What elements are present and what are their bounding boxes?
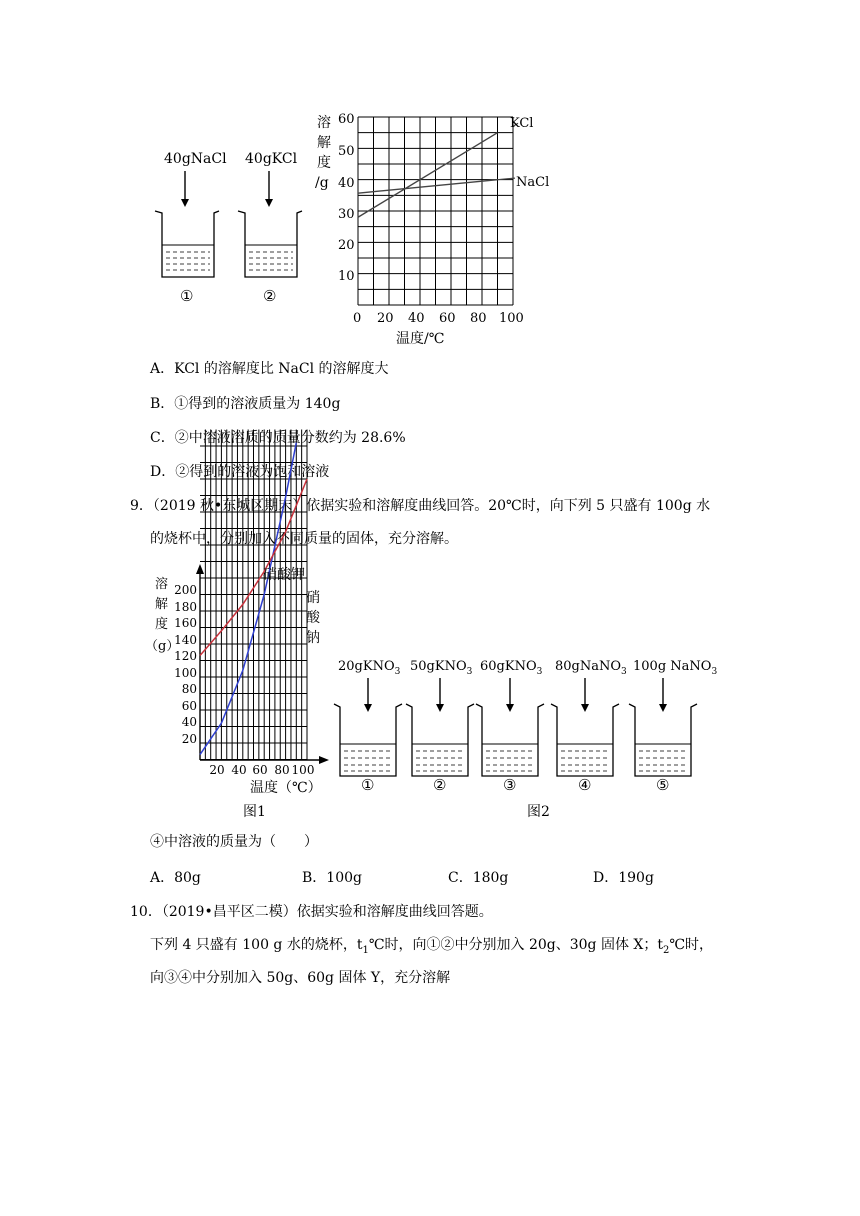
series-line-kcl [358,133,498,218]
svg-text:解: 解 [317,135,331,151]
q8-option-d: D．②得到的溶液为饱和溶液 [150,464,330,480]
svg-text:100: 100 [174,666,197,680]
arrow-head-icon [506,704,514,712]
fig2-beaker-label: 60gKNO$_3$ [480,659,543,677]
q9-stem-line2: 的烧杯中，分别加入不同质量的固体，充分溶解。 [150,531,458,547]
arrow-head-icon [659,704,667,712]
fig2-beaker-marker: ④ [578,776,592,794]
xtick: 0 [353,311,362,326]
series-line-nacl [358,180,498,193]
svg-text:80: 80 [181,682,197,696]
svg-text:硝: 硝 [306,590,320,606]
fig1-grid [200,430,307,761]
svg-text:180: 180 [174,600,197,614]
ytick: 40 [338,176,355,191]
svg-text:度: 度 [155,617,169,632]
q10-stem-line3: 向③④中分别加入 50g、60g 固体 Y，充分溶解 [150,970,451,986]
svg-text:（g）: （g） [145,639,180,654]
svg-text:60: 60 [181,699,197,713]
q10-stem-line2: 下列 4 只盛有 100 g 水的烧杯，$t_1℃$时，向①②中分别加入 20g、30g 固体 X；$t_2℃$时， [150,937,714,956]
q8-grid [358,117,513,305]
svg-text:溶: 溶 [155,577,169,592]
arrow-head-icon [364,704,372,712]
svg-text:40: 40 [231,763,247,777]
fig1-caption: 图1 [243,804,266,820]
fig2-beaker-1 [334,659,402,794]
q8-option-c: C．②中溶液溶质的质量分数约为 28.6% [150,430,406,446]
q9-stem-line1: 9．（2019 秋•东城区期末）依据实验和溶解度曲线回答。20℃时，向下列 5 只盛有 100g 水 [130,498,711,514]
ytick: 30 [338,207,355,222]
q9-figure-2 [330,650,718,825]
beaker-2-label: 40gKCl [245,151,298,167]
fig2-beaker-label: 50gKNO$_3$ [410,659,473,677]
svg-text:/g: /g [315,175,329,191]
fig2-beaker-3 [476,659,544,794]
fig2-beaker-marker: ② [433,776,447,794]
svg-text:160: 160 [174,616,197,630]
fig2-beaker-marker: ③ [503,776,517,794]
q9-option-c: C．180g [448,870,509,886]
xtick: 80 [470,311,487,326]
axis-arrow-icon [319,756,329,764]
svg-text:酸: 酸 [306,610,320,626]
svg-text:60: 60 [252,763,268,777]
q9-figure-1 [145,564,340,828]
ytick: 60 [338,112,355,127]
svg-text:度: 度 [317,155,331,171]
fig1-yticks [174,583,197,746]
beaker-2-marker: ② [263,287,277,305]
svg-text:钠: 钠 [306,630,320,646]
q9-option-b: B．100g [302,870,362,886]
fig2-beaker-label: 100g NaNO$_3$ [633,659,718,677]
arrow-head-icon [581,704,589,712]
q8-ylabel [315,114,331,191]
q8-xlabel: 温度/℃ [396,331,445,347]
svg-text:20: 20 [209,763,225,777]
fig2-beaker-label: 80gNaNO$_3$ [555,659,627,677]
series-label-nacl: NaCl [516,175,550,190]
arrow-head-icon [181,199,189,207]
xtick: 60 [439,311,456,326]
ytick: 10 [338,269,355,284]
ytick: 20 [338,238,355,253]
series-label-nano3 [306,589,321,646]
fig2-beaker-5 [629,659,717,794]
svg-text:140: 140 [174,633,197,647]
beaker-1 [155,151,227,305]
q8-yticks [338,112,355,284]
beaker-2 [238,151,302,305]
fig2-beaker-2 [406,659,474,794]
q9-option-a: A．80g [150,870,201,886]
ytick: 50 [338,144,355,159]
xtick: 100 [499,311,524,326]
fig1-xlabel: 温度（℃） [250,780,322,796]
fig1-xticks [209,763,314,777]
svg-text:40: 40 [181,715,197,729]
svg-text:120: 120 [174,649,197,663]
xtick: 40 [408,311,425,326]
svg-text:200: 200 [174,583,197,597]
svg-text:100: 100 [291,763,315,777]
svg-text:80: 80 [274,763,290,777]
series-label-kno3: 硝酸钾 [263,567,305,583]
q8-option-a: A．KCl 的溶解度比 NaCl 的溶解度大 [150,361,389,377]
fig2-beaker-4 [551,659,627,794]
arrow-head-icon [436,704,444,712]
fig2-beaker-label: 20gKNO$_3$ [338,659,401,677]
svg-text:20: 20 [181,732,197,746]
q9-option-d: D．190g [593,870,654,886]
series-label-kcl: KCl [510,116,534,131]
svg-text:溶: 溶 [317,115,331,131]
q8-figure [150,105,590,350]
fig2-beaker-marker: ⑤ [656,776,670,794]
arrow-head-icon [265,199,273,207]
beaker-1-label: 40gNaCl [164,151,227,167]
fig2-beaker-marker: ① [361,776,375,794]
xtick: 20 [377,311,394,326]
beaker-1-marker: ① [180,287,194,305]
axis-arrow-icon [196,564,204,574]
q10-stem-line1: 10．（2019•昌平区二模）依据实验和溶解度曲线回答题。 [130,904,493,920]
q8-xticks [353,311,524,326]
q9-question: ④中溶液的质量为（ ） [150,834,318,850]
fig2-caption: 图2 [527,804,550,820]
q8-option-b: B．①得到的溶液质量为 140g [150,396,341,412]
svg-text:解: 解 [155,597,169,612]
